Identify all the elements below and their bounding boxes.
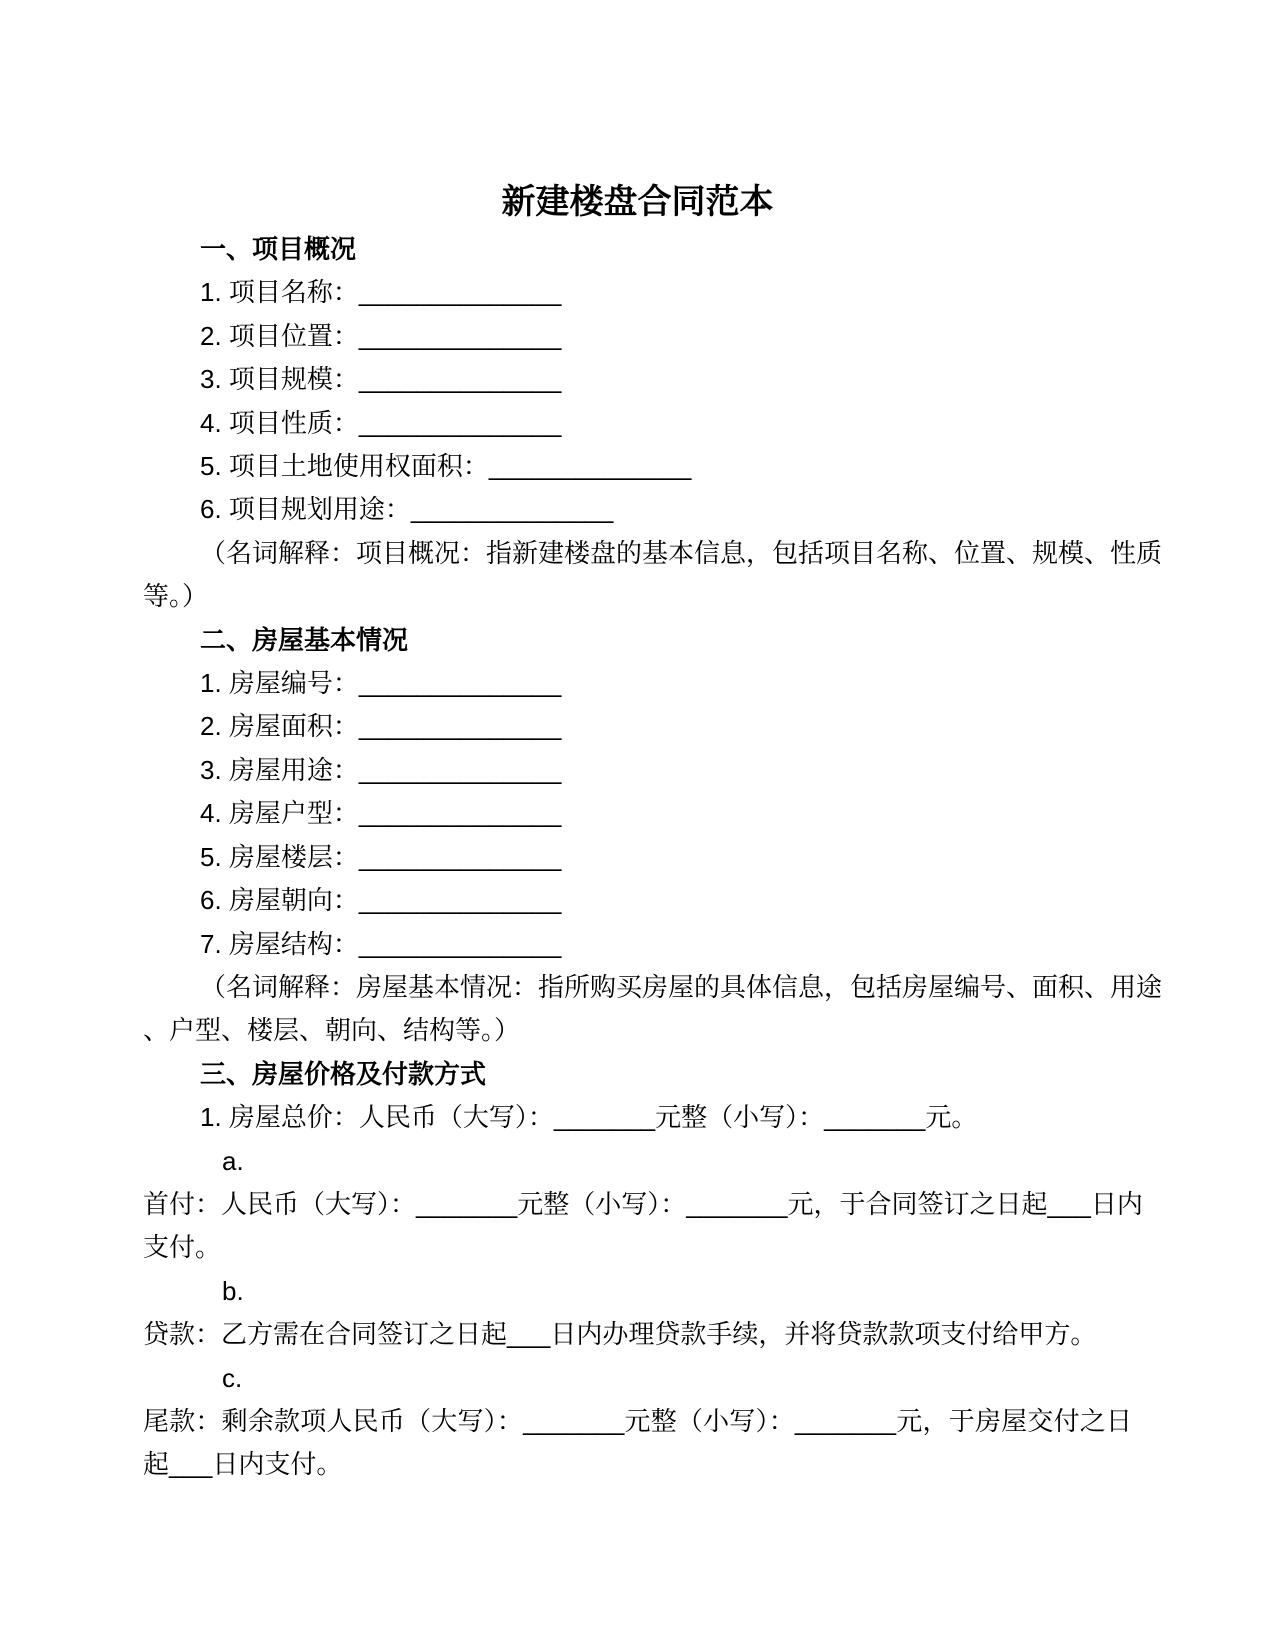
house-area-line: 2. 房屋面积：______________ bbox=[200, 711, 562, 742]
house-number-line: 1. 房屋编号：______________ bbox=[200, 668, 562, 699]
item-a-label: a. bbox=[222, 1145, 244, 1176]
section-1-heading: 一、项目概况 bbox=[200, 234, 357, 264]
section-3-heading: 三、房屋价格及付款方式 bbox=[200, 1058, 487, 1089]
house-use-line: 3. 房屋用途：______________ bbox=[200, 754, 562, 785]
project-name-line: 1. 项目名称：______________ bbox=[200, 277, 562, 308]
section-2-heading: 二、房屋基本情况 bbox=[200, 624, 409, 655]
final-payment-line-1: 尾款：剩余款项人民币（大写）：_______元整（小写）：_______元，于房屋交付之日 bbox=[143, 1405, 1132, 1436]
project-scale-line: 3. 项目规模：______________ bbox=[200, 364, 562, 395]
document-title: 新建楼盘合同范本 bbox=[501, 183, 774, 221]
section-1-note-line-2: 等。） bbox=[143, 581, 209, 612]
house-floor-line: 5. 房屋楼层：______________ bbox=[200, 841, 562, 872]
project-land-area-line: 5. 项目土地使用权面积：______________ bbox=[200, 451, 692, 482]
loan-line: 贷款：乙方需在合同签订之日起___日内办理贷款手续，并将贷款款项支付给甲方。 bbox=[143, 1319, 1097, 1350]
final-payment-line-2: 起___日内支付。 bbox=[143, 1449, 343, 1480]
house-structure-line: 7. 房屋结构：______________ bbox=[200, 928, 562, 959]
house-layout-line: 4. 房屋户型：______________ bbox=[200, 798, 562, 829]
section-1-note-line-1: （名词解释：项目概况：指新建楼盘的基本信息，包括项目名称、位置、规模、性质 bbox=[200, 537, 1163, 568]
item-c-label: c. bbox=[222, 1362, 243, 1393]
total-price-line: 1. 房屋总价：人民币（大写）：_______元整（小写）：_______元。 bbox=[200, 1102, 978, 1133]
project-location-line: 2. 项目位置：______________ bbox=[200, 320, 562, 351]
item-b-label: b. bbox=[222, 1275, 244, 1306]
section-2-note-line-2: 、户型、楼层、朝向、结构等。） bbox=[143, 1015, 521, 1046]
project-planned-use-line: 6. 项目规划用途：______________ bbox=[200, 494, 614, 525]
house-orientation-line: 6. 房屋朝向：______________ bbox=[200, 885, 562, 916]
section-2-note-line-1: （名词解释：房屋基本情况：指所购买房屋的具体信息，包括房屋编号、面积、用途 bbox=[200, 971, 1163, 1002]
down-payment-line-1: 首付：人民币（大写）：_______元整（小写）：_______元，于合同签订之日起___日内 bbox=[143, 1188, 1143, 1219]
down-payment-line-2: 支付。 bbox=[143, 1232, 222, 1263]
project-nature-line: 4. 项目性质：______________ bbox=[200, 407, 562, 438]
